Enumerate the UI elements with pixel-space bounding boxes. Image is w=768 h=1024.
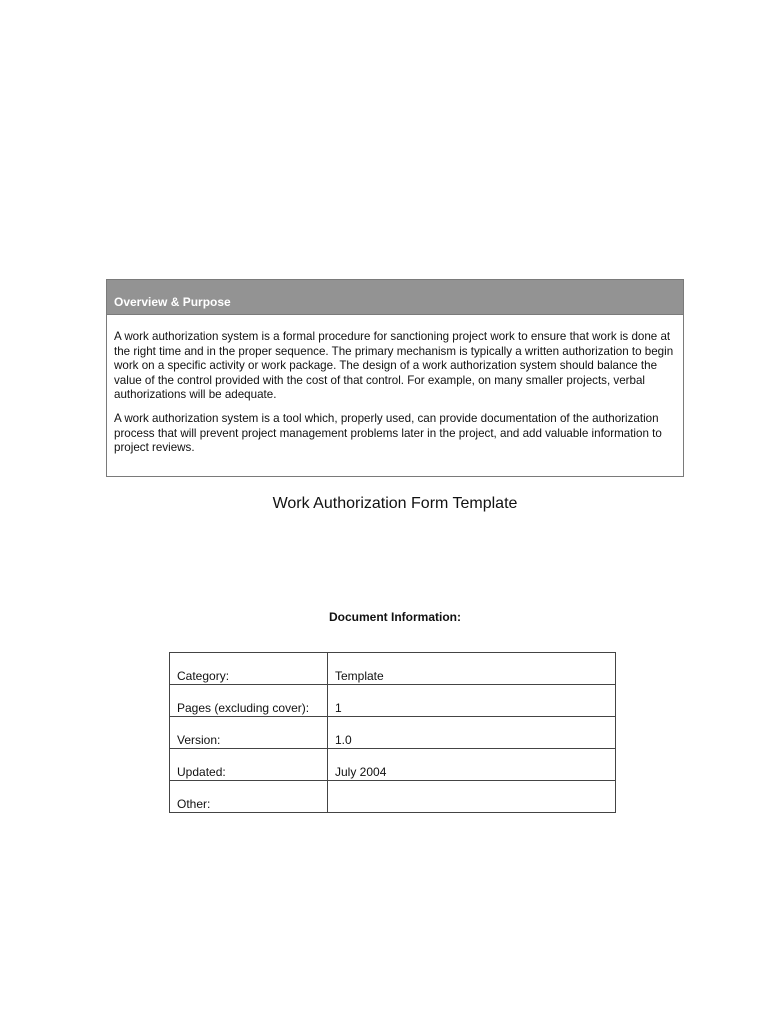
table-row [170, 717, 616, 749]
row-value: July 2004 [328, 749, 616, 781]
table-row [170, 749, 616, 781]
row-label: Updated: [170, 749, 328, 781]
overview-paragraph: A work authorization system is a formal procedure for sanctioning project work to ensure that work is done at the right time and in the proper sequence. The primary mechanism is typically a written authorization to begin work on a specific activity or work package. The design of a work authorization system should balance the value of the control provided with the cost of that control. For example, on many smaller projects, verbal authorizations will be adequate. [114, 330, 674, 402]
overview-header: Overview & Purpose [107, 280, 683, 315]
row-value: 1.0 [328, 717, 616, 749]
row-label: Category: [170, 653, 328, 685]
row-label: Version: [170, 717, 328, 749]
table-row [170, 685, 616, 717]
row-value [328, 781, 616, 813]
row-label: Pages (excluding cover): [170, 685, 328, 717]
table-row [170, 781, 616, 813]
row-value: 1 [328, 685, 616, 717]
overview-purpose-box [106, 279, 684, 477]
overview-body [107, 315, 683, 456]
row-label: Other: [170, 781, 328, 813]
document-info-title: Document Information: [329, 610, 461, 624]
overview-paragraph: A work authorization system is a tool which, properly used, can provide documentation of the authorization process that will prevent project management problems later in the project, and add valuable information to project reviews. [114, 411, 662, 455]
table-row [170, 653, 616, 685]
document-info-table [169, 652, 616, 813]
document-title: Work Authorization Form Template [272, 495, 518, 512]
row-value: Template [328, 653, 616, 685]
